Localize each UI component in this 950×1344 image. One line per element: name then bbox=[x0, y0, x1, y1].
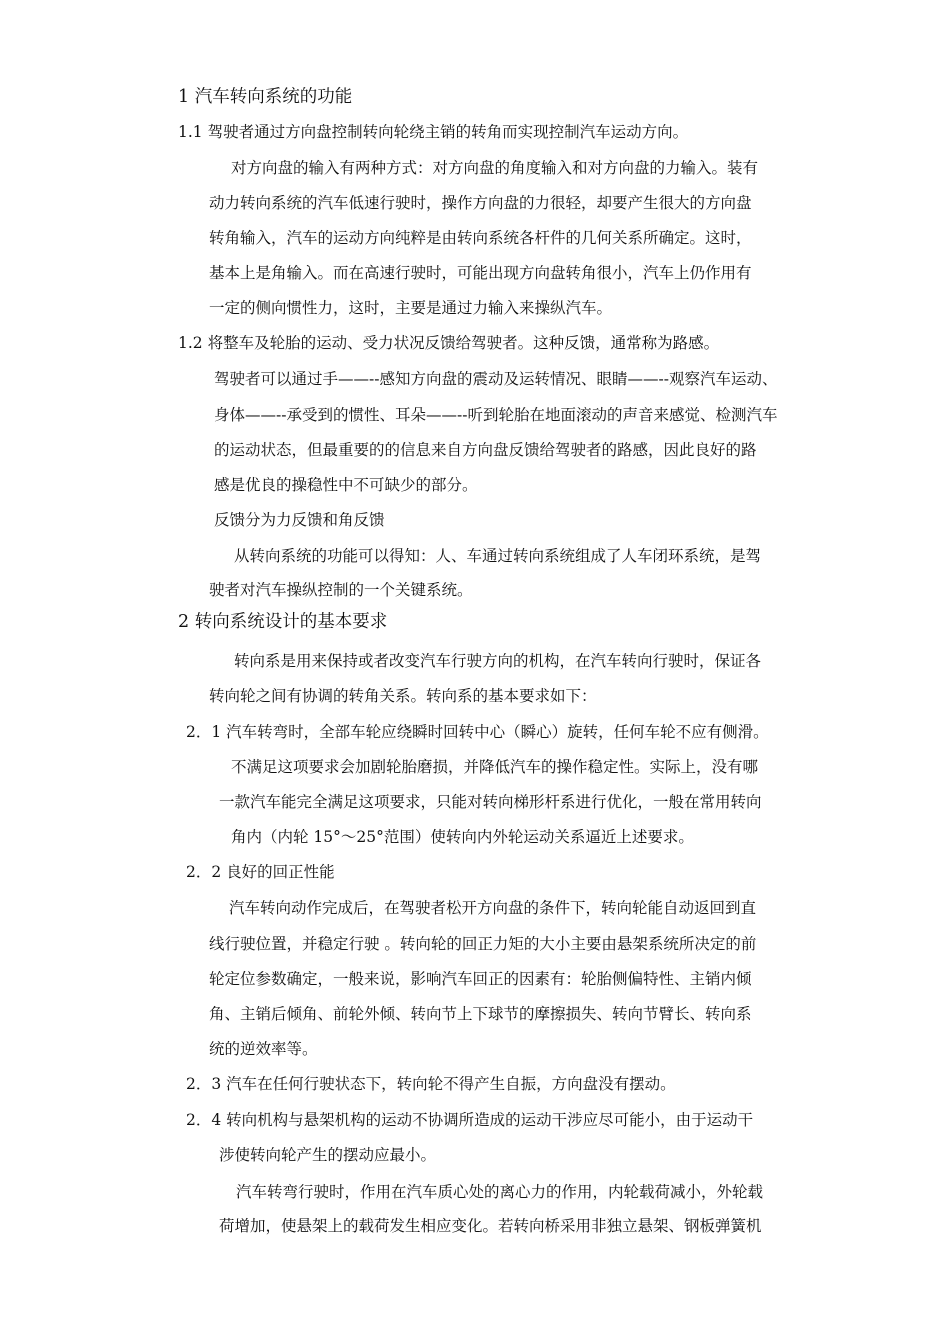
subsection-2-3: 2．3 汽车在任何行驶状态下，转向轮不得产生自振，方向盘没有摆动。 bbox=[186, 1075, 676, 1093]
paragraph-line: 汽车转弯行驶时，作用在汽车质心处的离心力的作用，内轮载荷减小，外轮载 bbox=[236, 1183, 764, 1201]
paragraph-line: 汽车转向动作完成后，在驾驶者松开方向盘的条件下，转向轮能自动返回到直 bbox=[229, 899, 757, 917]
paragraph-line: 驾驶者可以通过手——--感知方向盘的震动及运转情况、眼睛——--观察汽车运动、 bbox=[214, 370, 778, 388]
paragraph-line: 轮定位参数确定，一般来说，影响汽车回正的因素有：轮胎侧偏特性、主销内倾 bbox=[209, 970, 752, 988]
paragraph-line: 感是优良的操稳性中不可缺少的部分。 bbox=[214, 476, 478, 494]
paragraph-line: 角、主销后倾角、前轮外倾、转向节上下球节的摩擦损失、转向节臂长、转向系 bbox=[209, 1005, 752, 1023]
paragraph-line: 动力转向系统的汽车低速行驶时，操作方向盘的力很轻，却要产生很大的方向盘 bbox=[209, 194, 752, 212]
paragraph-line: 的运动状态，但最重要的的信息来自方向盘反馈给驾驶者的路感，因此良好的路 bbox=[214, 441, 757, 459]
paragraph-line: 荷增加，使悬架上的载荷发生相应变化。若转向桥采用非独立悬架、钢板弹簧机 bbox=[219, 1217, 762, 1235]
paragraph-line: 不满足这项要求会加剧轮胎磨损，并降低汽车的操作稳定性。实际上，没有哪 bbox=[231, 758, 759, 776]
paragraph-line: 转向系是用来保持或者改变汽车行驶方向的机构，在汽车转向行驶时，保证各 bbox=[234, 652, 762, 670]
paragraph-line: 身体——--承受到的惯性、耳朵——--听到轮胎在地面滚动的声音来感觉、检测汽车 bbox=[214, 406, 778, 424]
paragraph-line: 转向轮之间有协调的转角关系。转向系的基本要求如下： bbox=[209, 687, 597, 705]
section-heading-1: 1 汽车转向系统的功能 bbox=[178, 87, 353, 107]
subsection-1-2: 1.2 将整车及轮胎的运动、受力状况反馈给驾驶者。这种反馈，通常称为路感。 bbox=[178, 334, 720, 352]
paragraph-line: 涉使转向轮产生的摆动应最小。 bbox=[219, 1146, 437, 1164]
paragraph-line: 反馈分为力反馈和角反馈 bbox=[214, 511, 385, 529]
section-heading-2: 2 转向系统设计的基本要求 bbox=[178, 612, 388, 632]
subsection-2-4: 2．4 转向机构与悬架机构的运动不协调所造成的运动干涉应尽可能小，由于运动干 bbox=[186, 1111, 754, 1129]
paragraph-line: 从转向系统的功能可以得知：人、车通过转向系统组成了人车闭环系统，是驾 bbox=[234, 547, 762, 565]
paragraph-line: 角内（内轮 15°～25°范围）使转向内外轮运动关系逼近上述要求。 bbox=[231, 828, 694, 846]
paragraph-line: 基本上是角输入。而在高速行驶时，可能出现方向盘转角很小，汽车上仍作用有 bbox=[209, 264, 752, 282]
paragraph-line: 对方向盘的输入有两种方式：对方向盘的角度输入和对方向盘的力输入。装有 bbox=[231, 159, 759, 177]
subsection-2-1: 2．1 汽车转弯时，全部车轮应绕瞬时回转中心（瞬心）旋转，任何车轮不应有侧滑。 bbox=[186, 723, 769, 741]
paragraph-line: 统的逆效率等。 bbox=[209, 1040, 318, 1058]
paragraph-line: 一定的侧向惯性力，这时，主要是通过力输入来操纵汽车。 bbox=[209, 299, 613, 317]
paragraph-line: 转角输入，汽车的运动方向纯粹是由转向系统各杆件的几何关系所确定。这时， bbox=[209, 229, 752, 247]
subsection-2-2: 2．2 良好的回正性能 bbox=[186, 863, 335, 881]
paragraph-line: 驶者对汽车操纵控制的一个关键系统。 bbox=[209, 581, 473, 599]
paragraph-line: 一款汽车能完全满足这项要求，只能对转向梯形杆系进行优化，一般在常用转向 bbox=[219, 793, 762, 811]
paragraph-line: 线行驶位置，并稳定行驶 。转向轮的回正力矩的大小主要由悬架系统所决定的前 bbox=[209, 935, 757, 953]
subsection-1-1: 1.1 驾驶者通过方向盘控制转向轮绕主销的转角而实现控制汽车运动方向。 bbox=[178, 123, 689, 141]
